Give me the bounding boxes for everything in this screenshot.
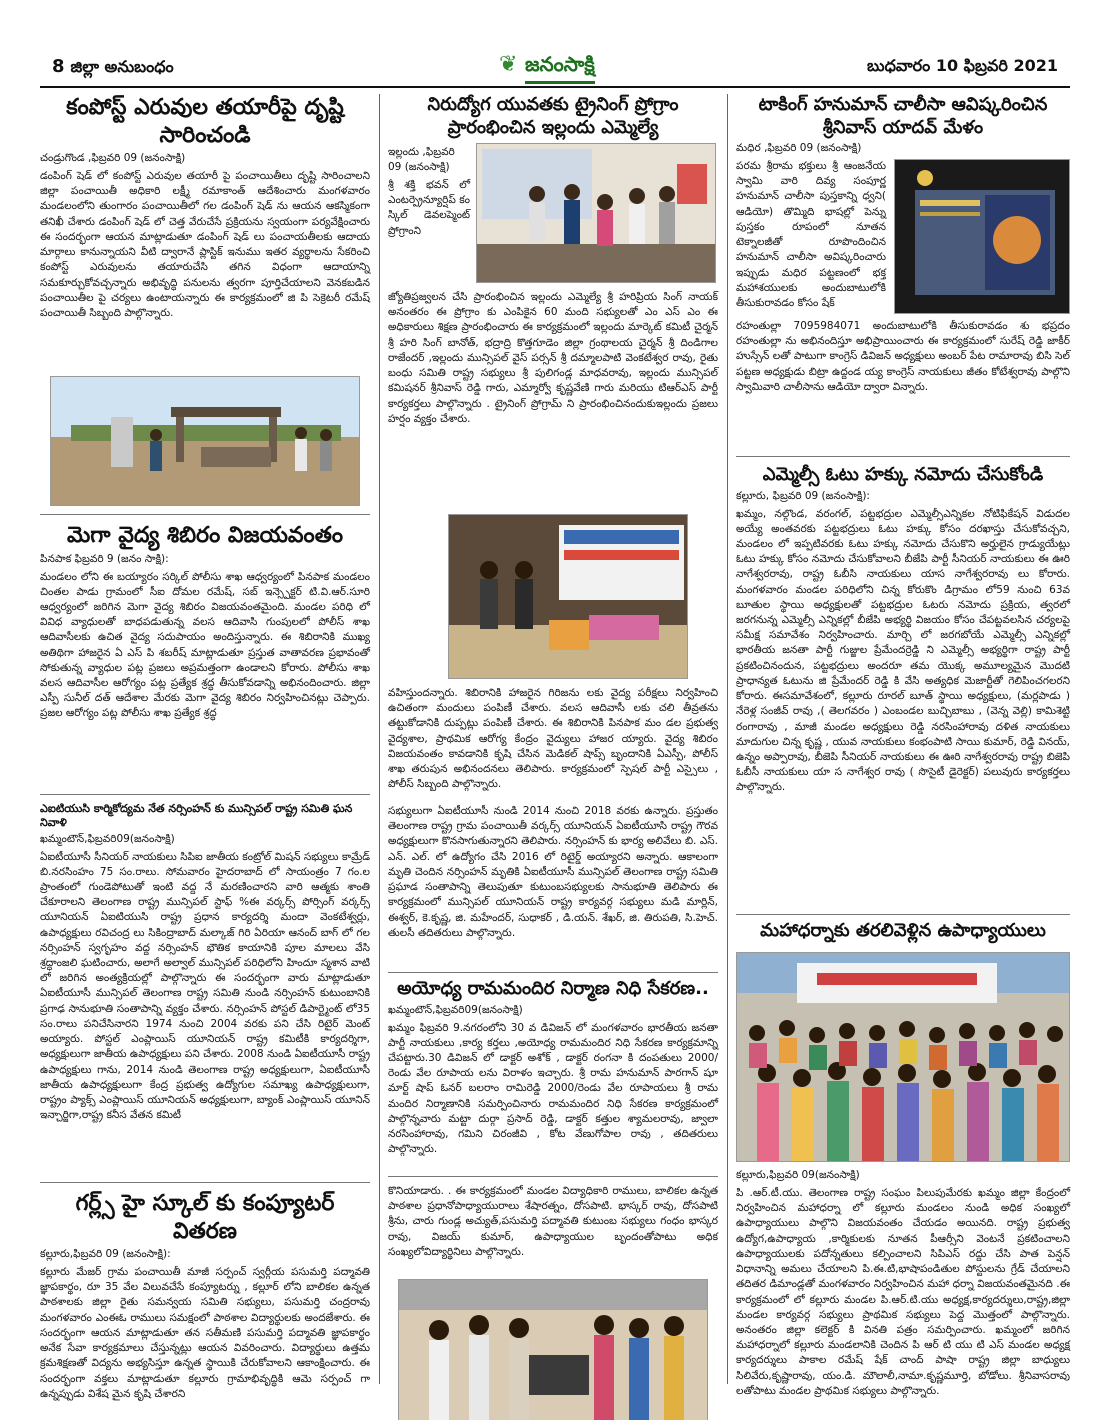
- headline: అయోధ్య రామమందిర నిర్మాణ నిధి సేకరణ..: [397, 978, 709, 999]
- article-medical-cont: [388, 684, 718, 793]
- compost-photo: [50, 376, 360, 506]
- article-teachers-body: [736, 1166, 1070, 1399]
- article-body-cont: కొనియాడారు. . ఈ కార్యక్రమంలో మండల విద్యాధికారి రాములు, బాలికల ఉన్నత పాఠశాల ప్రధానోపాధ్యాయురాలు శేషారత్నం, దోసపాటి. భాస్కర్ రావు, దోసపాటి శ్రీను, చారు గుండ్ల అచ్యుత్,పసుమర్తి పద్మావతి కుటుంబ సభ్యులు గంధం భాస్కర రావు, విజయ్ కుమార్, ఉపాధ్యాయుల బృందంతోపాటు అధిక సంఖ్యలోవిద్యార్థినిలు పాల్గొన్నారు.: [388, 1185, 718, 1258]
- page-section: [52, 56, 174, 80]
- page-header: [40, 44, 1070, 88]
- masthead-logo: [495, 46, 645, 84]
- article-body: డంపింగ్ షెడ్ లో కంపోస్ట్ ఎరువుల తయారీ పై పంచాయితీలు దృష్టి సారించాలని జిల్లా పంచాయితీ అధికారి లక్ష్మీ రమాకాంత్ ఆదేశించారు మంగళవారం మండలంలోని తుంగారం పంచాయితీలో గల డంపింగ్ షెడ్ ను ఆయన ఆకస్మికంగా తనిఖీ చేశారు డంపింగ్ షెడ్ లో చెత్త వేరుచేసే ప్రక్రియను స్వయంగా పర్యవేక్షించారు ఈ సందర్భంగా ఆయన మాట్లాడుతూ డంపింగ్ షెడ్ లు పంచాయతీలకు ఆదాయ మార్గాలు కానున్నాయని వీటి ద్వారానే ప్లాస్టిక్ ఇనుము ఇతర వ్యర్థాలను సేకరించి కంపోస్ట్ ఎరువులను తయారుచేసి తగిన విధంగా ఆదాయాన్ని సమకూర్చుకోవచ్చన్నారు అభివృద్ధి పనులను త్వరగా పూర్తిచేయాలని వెనకబడిన పంచాయితీల పై చర్యలు ఉంటాయన్నారు ఈ కార్యక్రమంలో జి పి సెక్రెటరీ రమేష్ పంచాయితీ సిబ్బంది పాల్గొన్నారు.: [40, 170, 370, 319]
- computer-donation-photo: [398, 1279, 708, 1420]
- training-photo: [476, 143, 716, 283]
- headline: టాకింగ్ హనుమాన్ చాలీసా ఆవిష్కరించిన శ్రీనివాస్ యాదవ్ మేళం: [758, 94, 1048, 138]
- hanuman-book-photo: [894, 159, 1070, 314]
- medical-camp-photo: [448, 514, 688, 679]
- article-training: [388, 94, 718, 427]
- article-ayodhya: [388, 978, 718, 1157]
- article-computer: [40, 1190, 370, 1402]
- article-body: ఏఐటీయూసీ సీనియర్ నాయకులు సిపిఐ జాతీయ కంట్రోల్ మిషన్ సభ్యులు కామ్రేడ్ బి.నరసింహం 75 సం.రాలు. సోమవారం హైదరాబాద్ లో సాయంత్రం 7 గం.ల ప్రాంతంలో గుండెపోటుతో ఇంటి వద్ద నే మరణించారని వారి ఆత్మకు శాంతి చేకూరాలని తెలంగాణ రాష్ట్ర మున్సిపల్ స్టాఫ్ %ఈ వర్కర్స్ పోర్సింగ్ వర్కర్స్ యూనియన్ ఏఐటియుసి రాష్ట్ర ప్రధాన కార్యదర్శి మందా వెంకటేశ్వర్లు, ఉపాధ్యక్షులు రవిచంద్ర లు సికింద్రాబాద్ మల్కాజ్ గిరి ఏరియా ఆనంద్ బాగ్ లో గల నర్సింహన్ స్వగృహం వద్ద నర్సింహన్ భౌతిక కాయానికి పూల మాలలు వేసి శ్రద్ధాంజలి ఘటించారు, అలాగే అల్వాల్ మున్సిపల్ పరిధిలోని హిందూ స్మశాన వాటి లో జరిగిన అంత్యక్రియల్లో పాల్గొన్నారు ఈ సందర్భంగా వారు మాట్లాడుతూ ఏఐటీయూసీ మున్సిపల్ తెలంగాణ రాష్ట్ర సమితి నుండి నర్సింహన్ కుటుంబానికి ప్రగాఢ సానుభూతి సంతాపాన్ని వ్యక్తం చేశారు. నర్సింహన్ పోస్టల్ డిపార్ట్మెంట్ లో35 సం.రాలు పనిచేసినారని 1974 నుంచి 2004 వరకు పని చేసి రిటైర్ మెంట్ అయ్యారు. పోస్టల్ ఎంప్లాయిస్ యూనియన్ రాష్ట్ర కమిటీకి కార్యదర్శిగా, అధ్యక్షులుగా జాతీయ ఉపాధ్యక్షులు పని చేశారు. 2008 నుండి ఏఐటీయూసీ రాష్ట్ర ఉపాధ్యక్షులు గాను, 2014 నుండి తెలంగాణ రాష్ట్ర అధ్యక్షులుగా, ఏఐటీయూసీ జాతీయ ఉపాధ్యక్షులుగా కేంద్ర ప్రభుత్వ ఉద్యోగుల సమాఖ్య ఉపాధ్యక్షులుగా, రాష్ట్రం ప్యాక్స్ ఎంప్లాయిస్ యూనియన్ అధ్యక్షులుగా, బ్యాంక్ ఎంప్లాయిస్ యూనిన్ ఇన్చార్జిగా,రాష్ట్ర కనీస వేతన కమిటీ: [40, 850, 370, 1122]
- headline: మహాధర్నాకు తరలివెళ్లిన ఉపాధ్యాయులు: [760, 920, 1046, 941]
- dateline: పినపాక ఫిబ్రవరి 9 (జనం సాక్షి):: [40, 552, 169, 565]
- dateline: ఇల్లందు ,ఫిబ్రవరి 09 (జనంసాక్షి): [388, 146, 455, 173]
- headline: నిరుద్యోగ యువతకు ట్రైనింగ్ ప్రోగ్రాం ప్రారంభించిన ఇల్లందు ఎమ్మెల్యే: [427, 94, 679, 138]
- article-body-side: శ్రీ శక్తి భవన్ లో ఎంటర్ప్రెన్యూర్షిప్ కం స్కిల్ డెవలప్మెంట్ ప్రోగ్రాంని: [388, 179, 470, 237]
- headline: మెగా వైద్య శిబిరం విజయవంతం: [67, 523, 343, 548]
- column-divider: [727, 94, 728, 1384]
- dateline: ఖమ్మంటౌన్,ఫిబ్రవరి09(జనంసాక్షి): [388, 1003, 523, 1016]
- article-obituary: [40, 802, 370, 1123]
- leaf-icon: ❦: [499, 52, 518, 77]
- article-hanuman: [736, 94, 1070, 395]
- dharna-photo: [736, 952, 1070, 1162]
- article-medical: [40, 522, 370, 722]
- article-body-cont: సభ్యులుగా ఏఐటీయూసీ నుండి 2014 నుంచి 2018 వరకు ఉన్నారు. ప్రస్తుతం తెలంగాణ రాష్ట్ర గ్రామ పంచాయితీ వర్కర్స్ యూనియన్ ఏఐటీయూసి రాష్ట్ర గౌరవ అధ్యక్షులుగా కొనసాగుతున్నారని తెలిపారు. నర్సింహన్ కు భార్య అలివేలు బి. ఎస్. ఎన్. ఎల్. లో ఉద్యోగం చేసి 2016 లో రిటైర్డ్ అయ్యారని అన్నారు. ఆకాలంగా మృతి చెందిన నర్సింహన్ మృతికి ఏఐటీయూసీ మున్సిపల్ తెలంగాణ రాష్ట్ర సమితి ప్రఘాడ సంతాపాన్ని తెలుపుతూ కుటుంబసభ్యులకు సానుభూతి తెలిపారు ఈ కార్యక్రమంలో మున్సిపల్ యూనియన్ రాష్ట్ర కార్యవర్గ సభ్యులు మడి మార్లిన్, ఈశ్వర్, కె.కృష్ణ, జి. మహేందర్, సుధాకర్ , డి.యన్. శేఖర్, జి. తిరుపతి, సి.హెచ్. తులసీ తదితరులు పాల్గొన్నారు.: [388, 805, 718, 939]
- article-body: కల్లూరు మేజర్ గ్రామ పంచాయితీ మాజీ సర్పంచ్ స్వర్గీయ పసుమర్తి పద్మావతి జ్ఞాపకార్థం, రూ 35 వేల విలువచేసే కంప్యూటర్ను , కల్లూర్ లోని బాలికల ఉన్నత పాఠశాలకు జిల్లా రైతు సమన్వయ సమితి సభ్యులు, పసుమర్తి చంద్రరావు మంగళవారం ఎంఈఓ రాములు సమక్షంలో పాఠశాల విద్యార్థులకు అందజేశారు. ఈ సందర్భంగా ఆయన మాట్లాడుతూ తన సతీమణి పసుమర్తి పద్మావతి జ్ఞాపకార్థం అనేక సేవా కార్యక్రమాలు చేస్తున్నట్లు ఆయన వివరించారు. విద్యార్థులు ఉత్తమ క్రమశిక్షణతో విద్యను అభ్యసిస్తూ ఉన్నత స్థాయికి చేరుకోవాలని ఆకాంక్షించారు. ఈ సందర్భంగా వక్తలు మాట్లాడుతూ కల్లూరు గ్రామాభివృద్ధికి ఆమె సర్పంచ్ గా ఉన్నప్పుడు విశేష మైన కృషి చేశారని: [40, 1266, 370, 1400]
- article-body-cont: వహిస్తుందన్నారు. శిబిరానికి హాజరైన గిరిజను లకు వైద్య పరీక్షలు నిర్వహించి ఉచితంగా మందులు పంపిణీ చేశారు. వలస ఆదివాసీ లకు చలి తీవ్రతను తట్టుకోడానికి దుప్పట్లు పంపిణీ చేశారు. ఈ శిబిరానికి పినపాక మం డల ప్రభుత్వ వైద్యశాల, ప్రాథమిక ఆరోగ్య కేంద్రం వైద్యులు హాజర య్యారు. వైద్య శిబిరం విజయవంతం కావడానికి కృషి చేసిన మెడికల్ షాప్స్ బృందానికి ఏఎస్పీ, పోలీస్ శాఖ తరుపున అభినందనలు తెలిపారు. కార్యక్రమంలో స్పెషల్ పార్టీ ఎస్సైలు , పోలీస్ సిబ్బంది పాల్గొన్నారు.: [388, 687, 718, 791]
- article-obituary-cont: [388, 802, 718, 941]
- headline: గర్ల్స్ హై స్కూల్ కు కంప్యూటర్ వితరణ: [75, 1191, 335, 1244]
- dateline: చండ్రుగొండ ,ఫిబ్రవరి 09 (జనంసాక్షి): [40, 152, 186, 164]
- article-body: జ్యోతిప్రజ్వలన చేసి ప్రారంభించిన ఇల్లందు ఎమ్మెల్యే శ్రీ హరిప్రియ సింగ్ నాయక్ అనంతరం ఈ ప్రోగ్రాం కు ఎంపికైన 60 మంది సభ్యులతో ఎం ఎస్ ఎం ఈ అధికారులు శిక్షణ ప్రారంభించారు ఈ కార్యక్రమంలో ఇల్లందు మార్కెట్ కమిటీ చైర్మన్ శ్రీ హరి సింగ్ బానోత్, భద్రాద్రి కొత్తగూడెం జిల్లా గ్రంథాలయ చైర్మన్ శ్రీ దిండిగాల రాజేందర్ ,ఇల్లందు మున్సిపల్ వైస్ పర్సన్ శ్రీ దమ్మాలపాటి వెంకటేశ్వర రావు, రైతు బంధు సమితి రాష్ట్ర సభ్యులు శ్రీ పులిగండ్ల మాధవరావు, ఇల్లందు మున్సిపల్ కమిషనర్ శ్రీనివాస్ రెడ్డి గారు, ఎమ్మార్వో కృష్ణవేణి గారు మరియు టిఆర్ఎస్ పార్టీ కార్యకర్తలు పాల్గొన్నారు . ట్రైనింగ్ ప్రోగ్రామ్ ని ప్రారంభించినందుకుఇల్లందు ప్రజలు హర్షం వ్యక్తం చేశారు.: [388, 291, 718, 425]
- article-body: మండలం లోని ఈ బయ్యారం సర్కిల్ పోలీసు శాఖ ఆధ్వర్యంలో పినపాక మండలం చింతల పాడు గ్రామంలో సీఐ దోమల రమేష్, సబ్ ఇన్స్పెక్టర్ టి.వి.ఆర్.సూరి ఆధ్వర్యంలో జరిగిన మెగా వైద్య శిబిరం విజయవంతమైంది. మండల పరిధి లో వివిధ వ్యాధులతో బాధపడుతున్న వలస ఆదివాసి గుంపులలో పోలీస్ శాఖ ఆదివాసీలకు ఉచిత వైద్య సదుపాయం అందిస్తున్నారు. ఈ శిబిరానికి ముఖ్య అతిథిగా హాజరైన ఏ ఎస్ పి శబరీష్ మాట్లాడుతూ ప్రస్తుత వాతావరణ ప్రభావంతో సోకుతున్న వ్యాధుల పట్ల ప్రజలు అప్రమత్తంగా ఉండాలని కోరారు. పోలీసు శాఖ వలస ఆదివాసీల ఆరోగ్యం పట్ల ప్రత్యేక శ్రద్ధ తీసుకోవడాన్ని అభినందించారు. జిల్లా ఎస్పీ సునీల్ దత్ ఆదేశాల మేరకు మెగా వైద్య శిబిరం నిర్వహించినట్లు చెప్పారు. ప్రజల ఆరోగ్యం పట్ల పోలీసు శాఖ ప్రత్యేక శ్రద్ధ: [40, 570, 370, 720]
- article-body-side: పరమ శ్రీరామ భక్తులు శ్రీ ఆంజనేయ స్వామి వారి దివ్య సంపూర్ణ హనుమాన్ చాలీసా పుస్తకాన్ని ధ్వని( ఆడియో) తొమ్మిది భాషల్లో పెన్ను పుస్తకం రూపంలో నూతన టెక్నాలజీతో రూపొందించిన హనుమాన్ చాలీసా అవిష్కరించారు ఇప్పుడు మధిర పట్టణంలో భక్త మహాశయులకు అందుబాటులోకి తీసుకురావడం కోసం షేక్: [736, 160, 886, 309]
- dateline: ఖమ్మంటౌన్,ఫిబ్రవరి09(జనంసాక్షి): [40, 832, 175, 845]
- section-name: జిల్లా అనుబంధం: [70, 57, 174, 76]
- dateline: మధిర ,ఫిబ్రవరి 09 (జనంసాక్షి): [736, 142, 862, 154]
- article-body: ఖమ్మం, నల్గొండ, వరంగల్, పట్టభద్రుల ఎమ్మెల్సీఎన్నికల నోటిఫికేషన్ విడుదల అయ్యే అంతవరకు పట్టభద్రులు ఓటు హక్కు కోసం దరఖాస్తు చేసుకోవచ్చని, మండలం లో ఇప్పటివరకు ఓటు హక్కు నమోదు చేసుకొని అర్హులైన గ్రాడ్యుయేట్లు ఓటు హక్కు కోసం నమోదు చేసుకోవాలని బీజేపి పార్టీ సీనియర్ నాయకులు ఈ ఊరి నాగేశ్వరరావు, రాష్ట్ర ఓబీసి నాయకులు యాస నాగేశ్వరరావు లు కోరారు. మంగళవారం మండల పరిధిలోని చిన్న కోరుకొం డిగ్రామం లో59 నుంచి 63వ బూతుల స్థాయి అధ్యక్షులతో పట్టభద్రుల ఓటరు నమోదు ప్రక్రియ, త్వరలో జరగనున్న ఎమ్మెల్సీ ఎన్నికల్లో బీజేపి అభ్యర్థి విజయం కోసం చేపట్టవలసిన చర్యలపై సమీక్ష సమావేశం నిర్వహించారు. మార్చి లో జరగబోయే ఎమ్మెల్సీ ఎన్నికల్లో భారతీయ జనతా పార్టీ గుజ్జుల ప్రేమేందర్రెడ్డి ని ఎమ్మెల్సీ అభ్యర్థిగా రాష్ట్ర పార్టీ ప్రకటించినందున, పట్టభద్రులు అందరూ తమ యొక్క అమూల్యమైన మొదటి ప్రాధాన్యత ఓటును జి ప్రేమేందర్ రెడ్డి కి వేసి అత్యధిక మెజార్టీతో గెలిపించగలరని కోరారు. ఈసమావేశంలో, కల్లూరు రూరల్ బూత్ స్థాయి అధ్యక్షులు, (మర్లపాడు ) నేరెళ్ల సంజీవ్ రావు ,( తెలగవరం ) ఎంబండల బుచ్చిబాబు , (వెన్న వెల్లి) కామిశెట్టి రంగారావు , మాజీ మండల అధ్యక్షులు రెడ్డి నరసింహారావు దళిత నాయకులు మాదుగుల చిన్న కృష్ణ , యువ నాయకులు కంభంపాటి సాయి కుమార్, రెడ్డి వినయ్, ఉన్నం అప్పారావు, బీజెపి సీనియర్ నాయకులు ఈ ఊరి నాగేశ్వరరావు రాష్ట్ర బిజెపి ఓబీసీ నాయకులు యా స నాగేశ్వర రావు ( సొసైటీ డైరెక్టర్) పలువురు కార్యకర్తలు పాల్గొన్నారు.: [736, 507, 1070, 794]
- article-body: రహంతుల్లా 7095984071 అందుబాటులోకి తీసుకురావడం శు భప్రదం రహంతుల్లా ను అభినందిస్తూ అభిప్రాయించారు ఈ కార్యక్రమంలో సురేష్ రెడ్డి జాకీర్ హుస్సేన్ లతో పాటుగా కాంగ్రెస్ డివిజన్ అధ్యక్షులు అంబర్ పేట రామారావు బిసి సెల్ పట్టణ అధ్యక్షుడు బిట్రా ఉద్దండ య్య కాంగ్రెస్ నాయకులు జీతం కోటేశ్వరావు పాల్గొని స్వామివారి చాలీసాను ఆడియో ద్వారా విన్నారు.: [736, 320, 1070, 393]
- article-compost: [40, 94, 370, 321]
- issue-date: బుధవారం 10 ఫిబ్రవరి 2021: [867, 56, 1058, 75]
- article-voter: [736, 464, 1070, 796]
- headline: కంపోస్ట్ ఎరువుల తయారీపై దృష్టి సారించండి: [66, 95, 344, 148]
- page-number: 8: [52, 56, 65, 77]
- article-teachers: [736, 920, 1070, 943]
- dateline: కల్లూరు,ఫిబ్రవరి 09 (జనంసాక్షి):: [40, 1248, 171, 1260]
- column-divider: [379, 94, 380, 1384]
- headline: ఎఐటియుసి కార్మికోద్యమ నేత నర్సింహన్ కు మున్సిపల్ రాష్ట్ర సమితి ఘన నివాళి: [40, 802, 353, 829]
- dateline: కల్లూరు, ఫిబ్రవరి 09 (జనంసాక్షి):: [736, 489, 870, 502]
- newspaper-page: [40, 44, 1070, 1400]
- article-body: ఖమ్మం ఫిబ్రవరి 9.నగరంలోని 30 వ డివిజన్ లో మంగళవారం భారతీయ జనతా పార్టీ నాయకులు ,కార్య కర్తలు ,అయోధ్య రామమందిర నిధి సేకరణ కార్యక్రమాన్ని చేపట్టారు.30 డివిజన్ లో డాక్టర్ అశోక్ , డాక్టర్ రంగనా కి దంపతులు 2000/ రెండు వేల రూపాయ లను విరాళం ఇచ్చారు. శ్రీ రామ హనుమాన్ పారగాన్ షూ మార్ట్ షాప్ ఓనర్ బలరాం రామిరెడ్డి 2000/రెండు వేల రూపాయలు శ్రీ రామ మందిర నిర్మాణానికి సమర్పించినారు రామమందిర నిధి సేకరణ కార్యక్రమంలో పాల్గొన్నవారు మట్టా దుర్గా ప్రసాద్ రెడ్డి, డాక్టర్ కత్తుల శ్యామలరావు, జ్వాలా నరసింహారావు, గమిని చిరంజీవి , కోట వేణుగోపాల రావు , తదితరులు పాల్గొన్నారు.: [388, 1021, 718, 1156]
- masthead-name: జనంసాక్షి: [525, 52, 595, 84]
- headline: ఎమ్మెల్సీ ఓటు హక్కు నమోదు చేసుకోండి: [762, 464, 1044, 485]
- dateline: కల్లూరు,ఫిబ్రవరి 09(జనంసాక్షి): [736, 1169, 860, 1181]
- article-computer-cont: [388, 1182, 718, 1260]
- article-body: పి .ఆర్.టీ.యు. తెలంగాణ రాష్ట్ర సంఘం పిలుపుమేరకు ఖమ్మం జిల్లా కేంద్రంలో నిర్వహించిన మహాధర్నా లో కల్లూరు మండలం నుండి అధిక సంఖ్యలో ఉపాధ్యాయులు పాల్గొని విజయవంతం చేయడం అయినది. రాష్ట్ర ప్రభుత్వ ఉద్యోగ,ఉపాధ్యాయ ,కార్మికులకు నూతన పీఆర్సీని వెంటనే ప్రకటించాలని ఉపాధ్యాయులకు పదోన్నతులు కల్పించాలని సిపిఎస్ రద్దు చేసి పాత పెన్షన్ విధానాన్ని అమలు చేయాలని పి.ఈ.టి,భాషాపండితుల పోస్టులను గ్రేడ్ చేయాలని తదితర డిమాండ్లతో మంగళవారం నిర్వహించిన మహా ధర్నా విజయవంతమైనది .ఈ కార్యక్రమంలో లో కల్లూరు మండల పి.ఆర్.టి.యు అధ్యక్ష,కార్యదర్శులు,రాష్ట్ర,జిల్లా మండల కార్యవర్గ సభ్యులు ప్రాథమిక సభ్యులు పెద్ద మొత్తంలో పాల్గొన్నారు. అనంతరం జిల్లా కలెక్టర్ కి వినతి పత్రం సమర్పించారు. ఖమ్మంలో జరిగిన మహాధర్నాలో కల్లూరు మండలానికి చెందిన పి ఆర్ టి యు టి ఎస్ మండల అధ్యక్ష కార్యదర్శులు పాకాల రమేష్ షేక్ చాంద్ పాషా రాష్ట్ర జిల్లా బాధ్యులు సిలివేరు,కృష్ణారావు, యం.డి. మౌలాలీ,నామా.కృష్ణమూర్తి, బోడోలు. శ్రీనివాసరావు లతోపాటు మండల ప్రాథమిక సభ్యులు పాల్గొన్నారు.: [736, 1187, 1070, 1397]
